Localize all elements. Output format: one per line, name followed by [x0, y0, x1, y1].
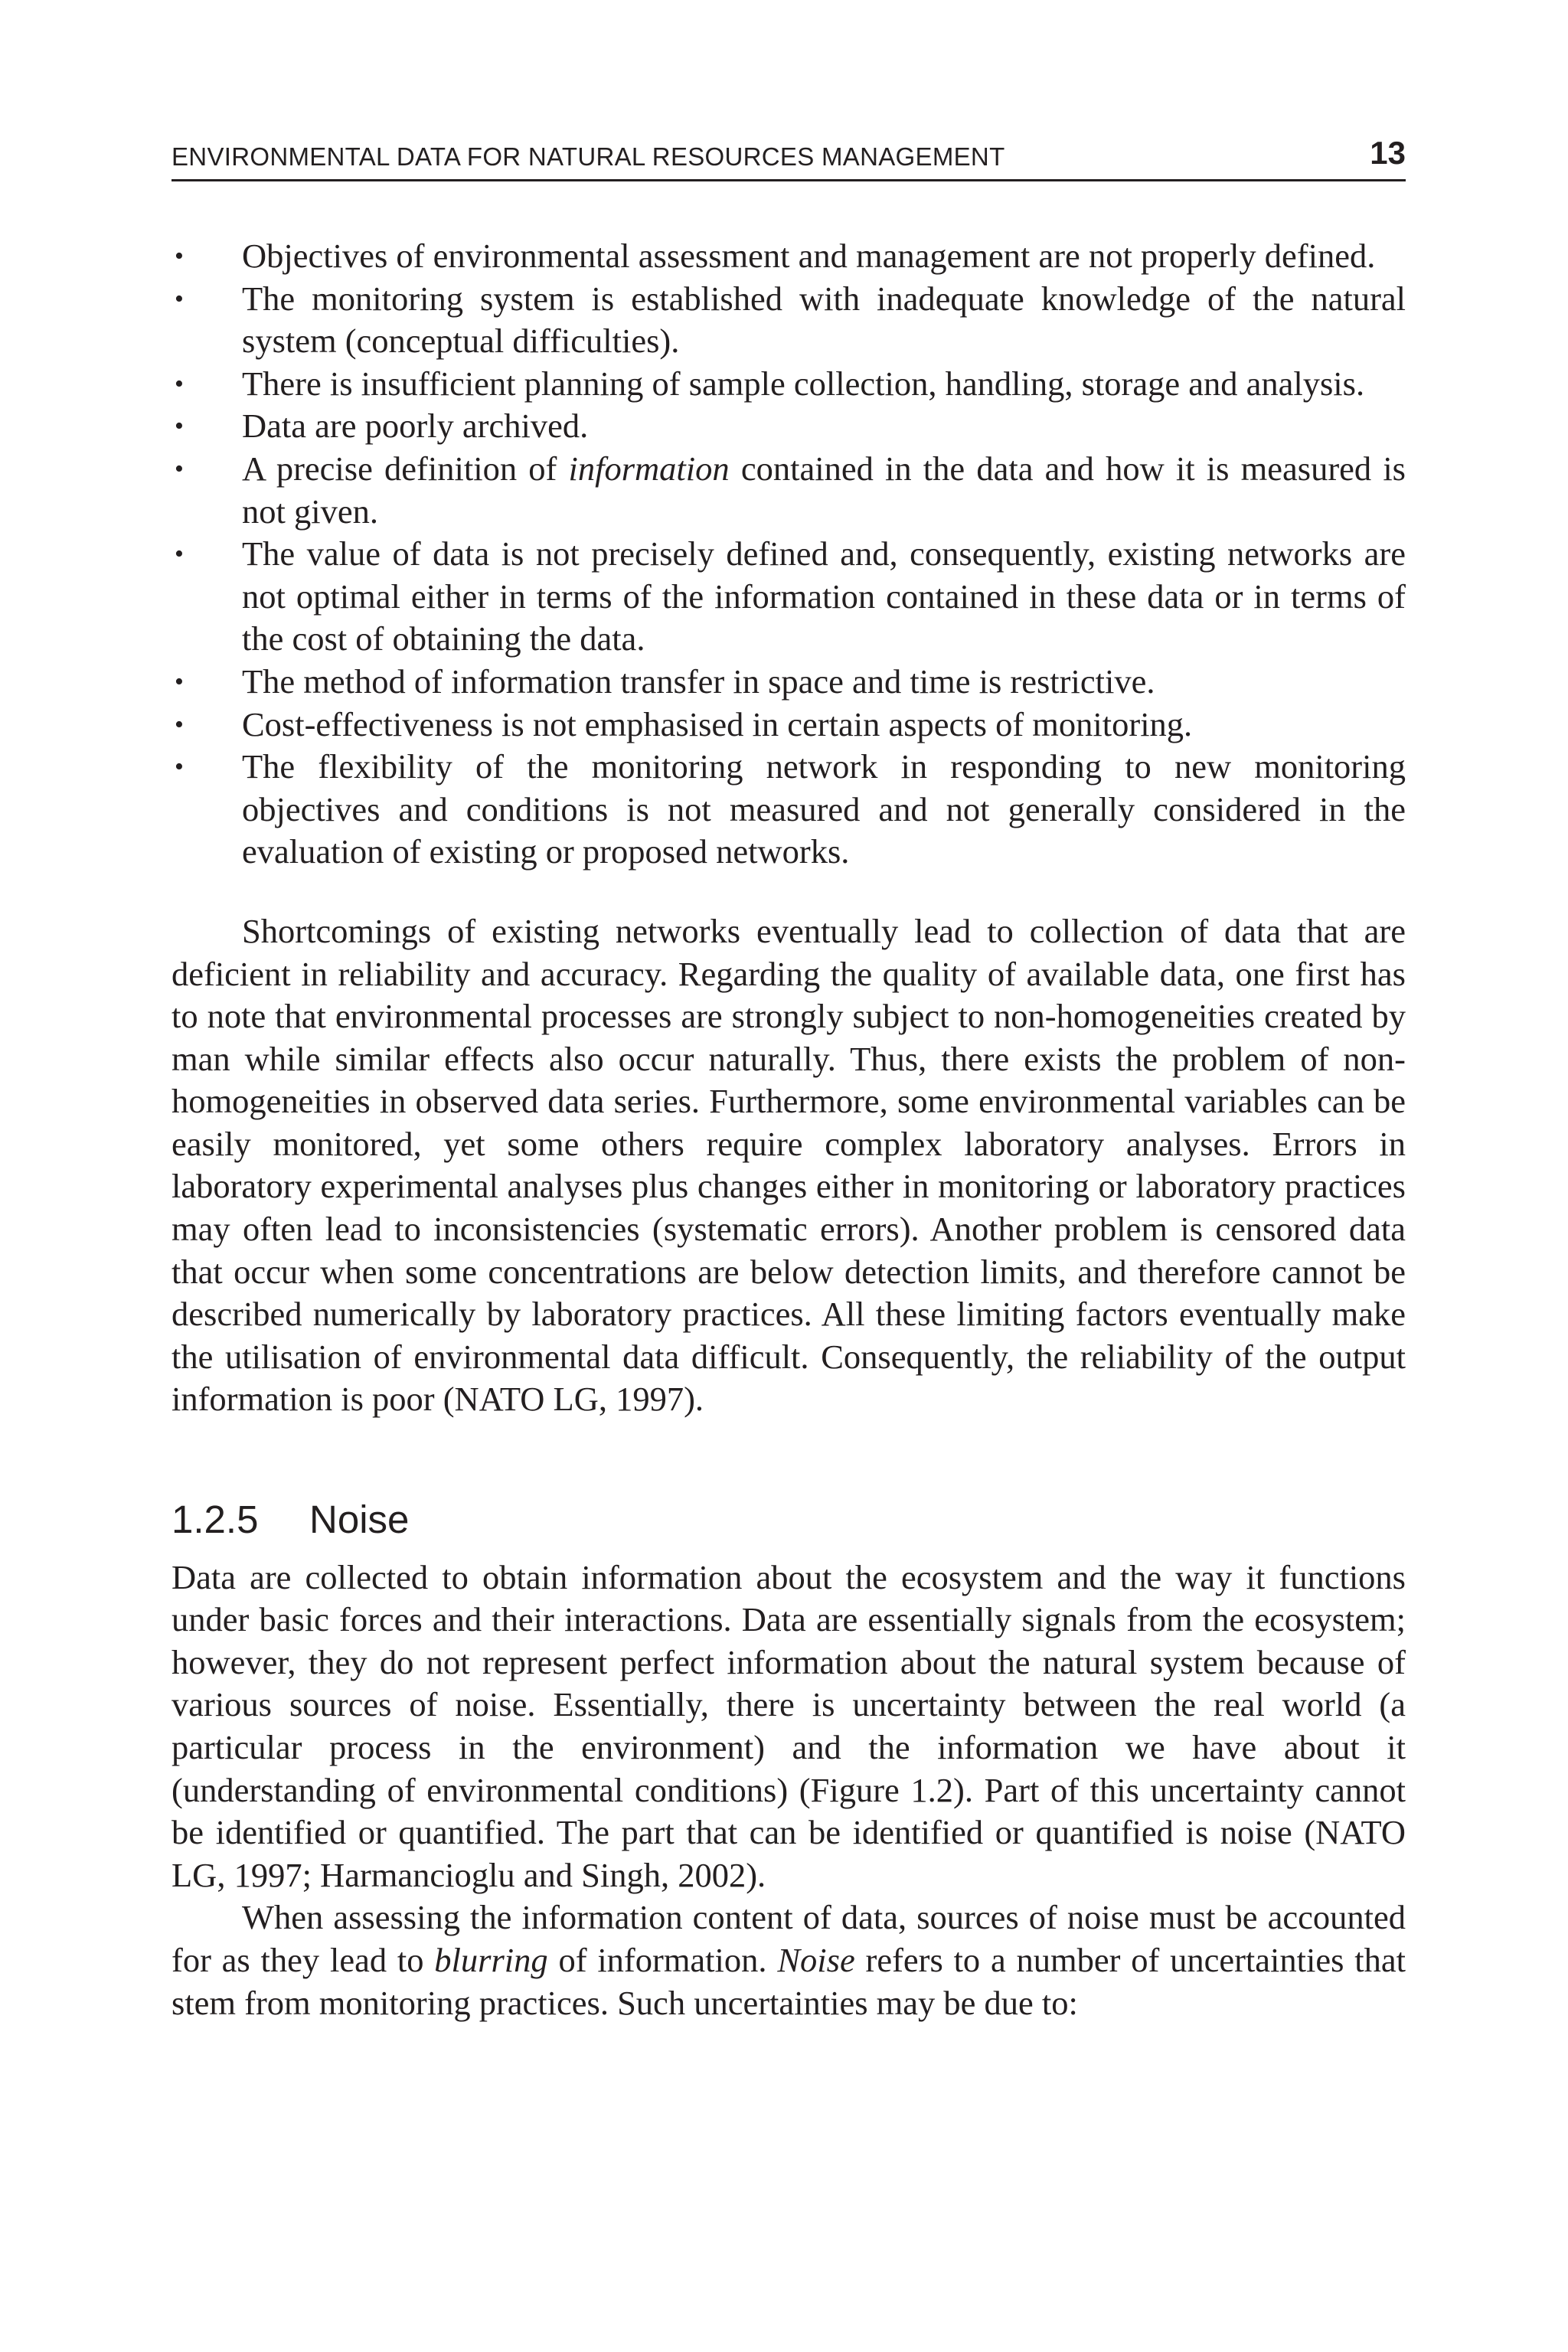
- list-item-text-pre: A precise definition of: [242, 449, 569, 488]
- list-item: [172, 533, 1406, 661]
- list-item-text: Data are poorly archived.: [242, 407, 589, 446]
- bullet-icon: •: [175, 284, 184, 313]
- list-item-text: There is insufficient planning of sample collection, handling, storage and analysis.: [242, 364, 1365, 403]
- running-title: ENVIRONMENTAL DATA FOR NATURAL RESOURCES MANAGEMENT: [172, 142, 1005, 171]
- list-item-text: The flexibility of the monitoring network in responding to new monitoring objectives and conditions is not measured and not generally considered in the evaluation of existing or proposed networks.: [242, 747, 1406, 871]
- bullet-icon: •: [175, 540, 184, 569]
- list-item: [172, 746, 1406, 874]
- emphasis-noise: Noise: [777, 1941, 855, 1980]
- bullet-list: [172, 235, 1406, 874]
- bullet-icon: •: [175, 242, 184, 270]
- bullet-icon: •: [175, 710, 184, 739]
- list-item-text-post: contained in the data and how it is measured is not given.: [242, 449, 1406, 531]
- list-item-text: Cost-effectiveness is not emphasised in certain aspects of monitoring.: [242, 704, 1193, 743]
- page-number: 13: [1370, 135, 1406, 171]
- list-item: [172, 704, 1406, 746]
- list-item: [172, 405, 1406, 448]
- paragraph-shortcomings: Shortcomings of existing networks eventually lead to collection of data that are deficient in reliability and accuracy. Regarding the quality of available data, one first has to note that environmental processes are strongly subject to non-homogeneities created by man while similar effects also occur naturally. Thus, there exists the problem of non-homogeneities in observed data series. Furthermore, some environmental variables can be easily monitored, yet some others require complex laboratory analyses. Errors in laboratory experimental analyses plus changes either in monitoring or laboratory practices may often lead to inconsistencies (systematic errors). Another problem is censored data that occur when some concentrations are below detection limits, and therefore cannot be described numerically by laboratory practices. All these limiting factors eventually make the utilisation of environmental data difficult. Consequently, the reliability of the output information is poor (NATO LG, 1997).: [172, 911, 1406, 1419]
- list-item-text: The method of information transfer in space and time is restrictive.: [242, 662, 1155, 701]
- emphasis-information: information: [568, 449, 730, 488]
- list-item-text: Objectives of environmental assessment and management are not properly defined.: [242, 237, 1376, 275]
- section-title: Noise: [309, 1498, 410, 1542]
- paragraph-text: of information.: [547, 1941, 778, 1980]
- bullet-icon: •: [175, 369, 184, 398]
- bullet-icon: •: [175, 412, 184, 441]
- list-item: [172, 235, 1406, 278]
- list-item: [172, 448, 1406, 533]
- paragraph-text: refers to a number of uncertainties that stem from monitoring practices. Such uncertainties may be due to:: [172, 1941, 1406, 2022]
- paragraph-noise-sources: [172, 1896, 1406, 2024]
- running-header: [172, 135, 1406, 181]
- list-item-text: The value of data is not precisely defined and, consequently, existing networks are not optimal either in terms of the information contained in these data or in terms of the cost of obtaining the data.: [242, 534, 1406, 658]
- paragraph-noise-intro: Data are collected to obtain information about the ecosystem and the way it functions under basic forces and their interactions. Data are essentially signals from the ecosystem; however, they do not represent perfect information about the natural system because of various sources of noise. Essentially, there is uncertainty between the real world (a particular process in the environment) and the information we have about it (understanding of environmental conditions) (Figure 1.2). Part of this uncertainty cannot be identified or quantified. The part that can be identified or quantified is noise (NATO LG, 1997; Harmancioglu and Singh, 2002).: [172, 1557, 1406, 1894]
- list-item: [172, 278, 1406, 363]
- paragraph-text: When assessing the information content of data, sources of noise must be accounted for as they lead to: [172, 1898, 1406, 1980]
- bullet-icon: •: [175, 454, 184, 483]
- section-number: 1.2.5: [172, 1498, 259, 1542]
- list-item-text: The monitoring system is established with inadequate knowledge of the natural system (conceptual difficulties).: [242, 279, 1406, 361]
- section-heading: [172, 1498, 1406, 1543]
- emphasis-blurring: blurring: [434, 1941, 548, 1980]
- list-item: [172, 661, 1406, 704]
- book-page: [172, 135, 1406, 2024]
- list-item: [172, 363, 1406, 406]
- bullet-icon: •: [175, 753, 184, 782]
- bullet-icon: •: [175, 667, 184, 696]
